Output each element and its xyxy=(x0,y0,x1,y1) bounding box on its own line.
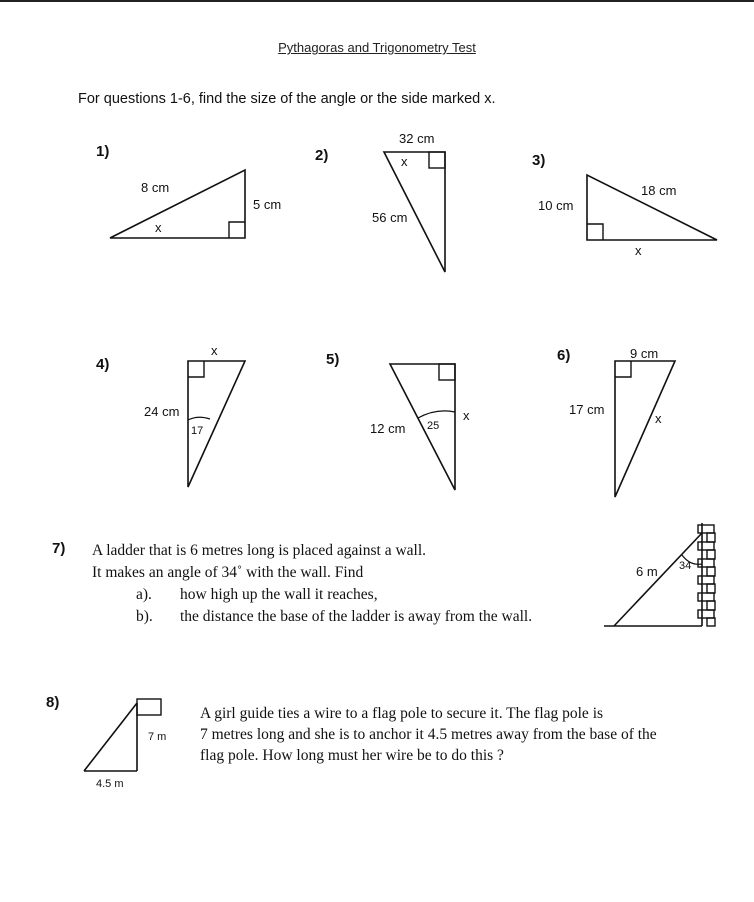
q8-number: 8) xyxy=(46,694,60,711)
q7-number: 7) xyxy=(52,540,66,557)
q3-unknown-label: x xyxy=(635,243,642,258)
q3-hypotenuse-label: 18 cm xyxy=(641,183,677,198)
q8-line-2: 7 metres long and she is to anchor it 4.5 metres away from the base of the xyxy=(200,726,657,743)
q3-number: 3) xyxy=(532,152,546,169)
q7-line-2: It makes an angle of 34˚ with the wall. Find xyxy=(92,564,364,581)
q6-unknown-label: x xyxy=(655,411,662,426)
q6-number: 6) xyxy=(557,347,571,364)
q2-hypotenuse-label: 56 cm xyxy=(372,210,408,225)
q5-angle-label: 25 xyxy=(427,420,440,432)
q6-top-label: 9 cm xyxy=(630,346,659,361)
q7-part-b-text: the distance the base of the ladder is away from the wall. xyxy=(180,608,533,625)
q1-side-label: 5 cm xyxy=(253,197,282,212)
q7-ladder-label: 6 m xyxy=(636,564,658,579)
instructions: For questions 1-6, find the size of the angle or the side marked x. xyxy=(78,91,496,107)
q5-number: 5) xyxy=(326,351,340,368)
q3-side-label: 10 cm xyxy=(538,198,574,213)
q1-unknown-label: x xyxy=(155,220,162,235)
q8-base-label: 4.5 m xyxy=(96,778,124,790)
q8-pole-label: 7 m xyxy=(148,731,167,743)
q7-line-1: A ladder that is 6 metres long is placed against a wall. xyxy=(92,542,427,559)
q7-ladder-diagram xyxy=(604,523,715,626)
q7-part-b-label: b). xyxy=(136,608,153,625)
q5-side-label: 12 cm xyxy=(370,421,406,436)
q2-top-label: 32 cm xyxy=(399,131,435,146)
q2-angle-label: x xyxy=(401,154,408,169)
q1-triangle xyxy=(110,170,245,238)
q6-triangle xyxy=(615,361,675,497)
q7-angle-label: 34 xyxy=(679,560,692,572)
q4-triangle xyxy=(188,361,245,487)
q8-line-1: A girl guide ties a wire to a flag pole to secure it. The flag pole is xyxy=(200,705,604,722)
page-title: Pythagoras and Trigonometry Test xyxy=(278,40,476,55)
q8-line-3: flag pole. How long must her wire be to do this ? xyxy=(200,747,504,764)
q4-number: 4) xyxy=(96,356,110,373)
q1-hypotenuse-label: 8 cm xyxy=(141,180,170,195)
q6-side-label: 17 cm xyxy=(569,402,605,417)
q4-side-label: 24 cm xyxy=(144,404,180,419)
q4-unknown-label: x xyxy=(211,343,218,358)
q7-part-a-text: how high up the wall it reaches, xyxy=(180,586,378,603)
q4-angle-label: 17 xyxy=(191,425,204,437)
q1-number: 1) xyxy=(96,143,110,160)
q7-part-a-label: a). xyxy=(136,586,152,603)
q2-number: 2) xyxy=(315,147,329,164)
q5-unknown-label: x xyxy=(463,408,470,423)
